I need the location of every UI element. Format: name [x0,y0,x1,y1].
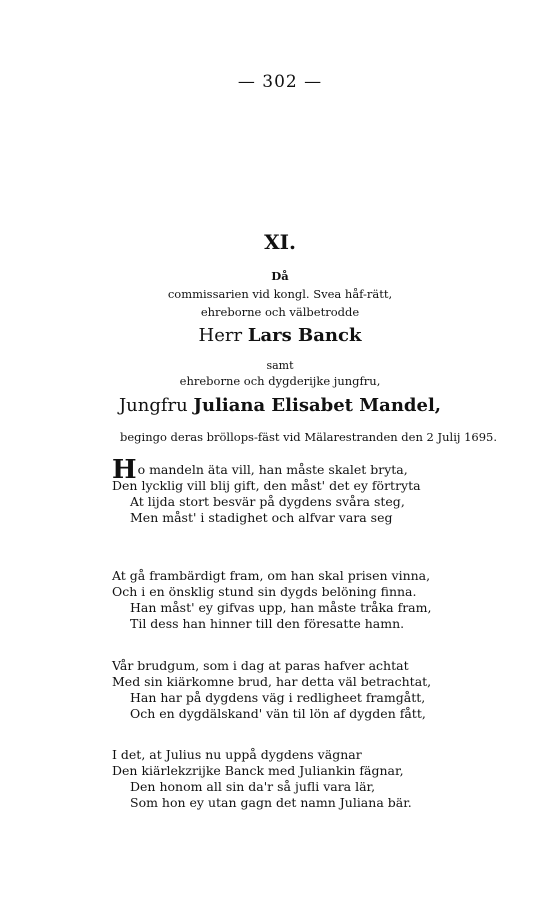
poem-line: Men måst' i stadighet och alfvar vara seg [130,510,393,525]
herr-name: Lars Banck [247,325,362,346]
poem-line: Som hon ey utan gagn det namn Juliana bär. [130,795,412,810]
poem-line: Den kiärlekzrijke Banck med Juliankin fägnar, [112,763,404,778]
dedication-line-3: ehreborne och dygderijke jungfru, [179,374,381,388]
dedication-line-2: ehreborne och välbetrodde [200,305,360,319]
herr-prefix: Herr [198,325,243,346]
dedication-begingo: begingo deras bröllops-fäst vid Mälarestranden den 2 Julij 1695. [120,430,498,444]
dedication-herr [0,325,560,346]
dedication-jungfru [0,395,560,416]
poem-line: Och en dygdälskand' vän til lön af dygden fått, [130,706,426,721]
poem-line-text: o mandeln äta vill, han måste skalet bryta, [137,462,408,477]
jungfru-prefix: Jungfru [118,395,188,416]
section-heading: XI. [264,230,296,254]
poem-line: Och i en önsklig stund sin dygds belöning finna. [112,584,417,599]
poem-stanza-3 [112,658,431,722]
poem-line: Med sin kiärkomne brud, har detta väl betrachtat, [112,674,432,689]
poem-line: Til dess han hinner till den föresatte hamn. [130,616,405,631]
dedication-da: Då [271,269,289,283]
poem-line: Den lycklig vill blij gift, den måst' det ey förtryta [112,478,421,493]
poem-line: I det, at Julius nu uppå dygdens vägnar [112,747,362,762]
dedication-samt: samt [266,359,294,372]
poem-line: Han har på dygdens väg i redligheet framgått, [130,690,426,705]
poem-line: At lijda stort besvär på dygdens svåra steg, [130,494,405,509]
poem-stanza-2 [112,568,431,632]
poem-line [112,455,421,485]
poem-line: Vår brudgum, som i dag at paras hafver achtat [112,658,409,673]
poem-line: Han måst' ey gifvas upp, han måste tråka fram, [130,600,432,615]
poem-line: At gå frambärdigt fram, om han skal prisen vinna, [112,568,431,583]
dedication-line-1: commissarien vid kongl. Svea håf-rätt, [167,287,393,301]
drop-cap-initial: H [112,455,137,485]
poem-stanza-4 [112,747,412,811]
poem-stanza-1 [112,455,421,526]
page-number: — 302 — [237,72,323,92]
poem-line: Den honom all sin da'r så jufli vara lär, [130,779,376,794]
jungfru-name: Juliana Elisabet Mandel, [193,395,442,416]
